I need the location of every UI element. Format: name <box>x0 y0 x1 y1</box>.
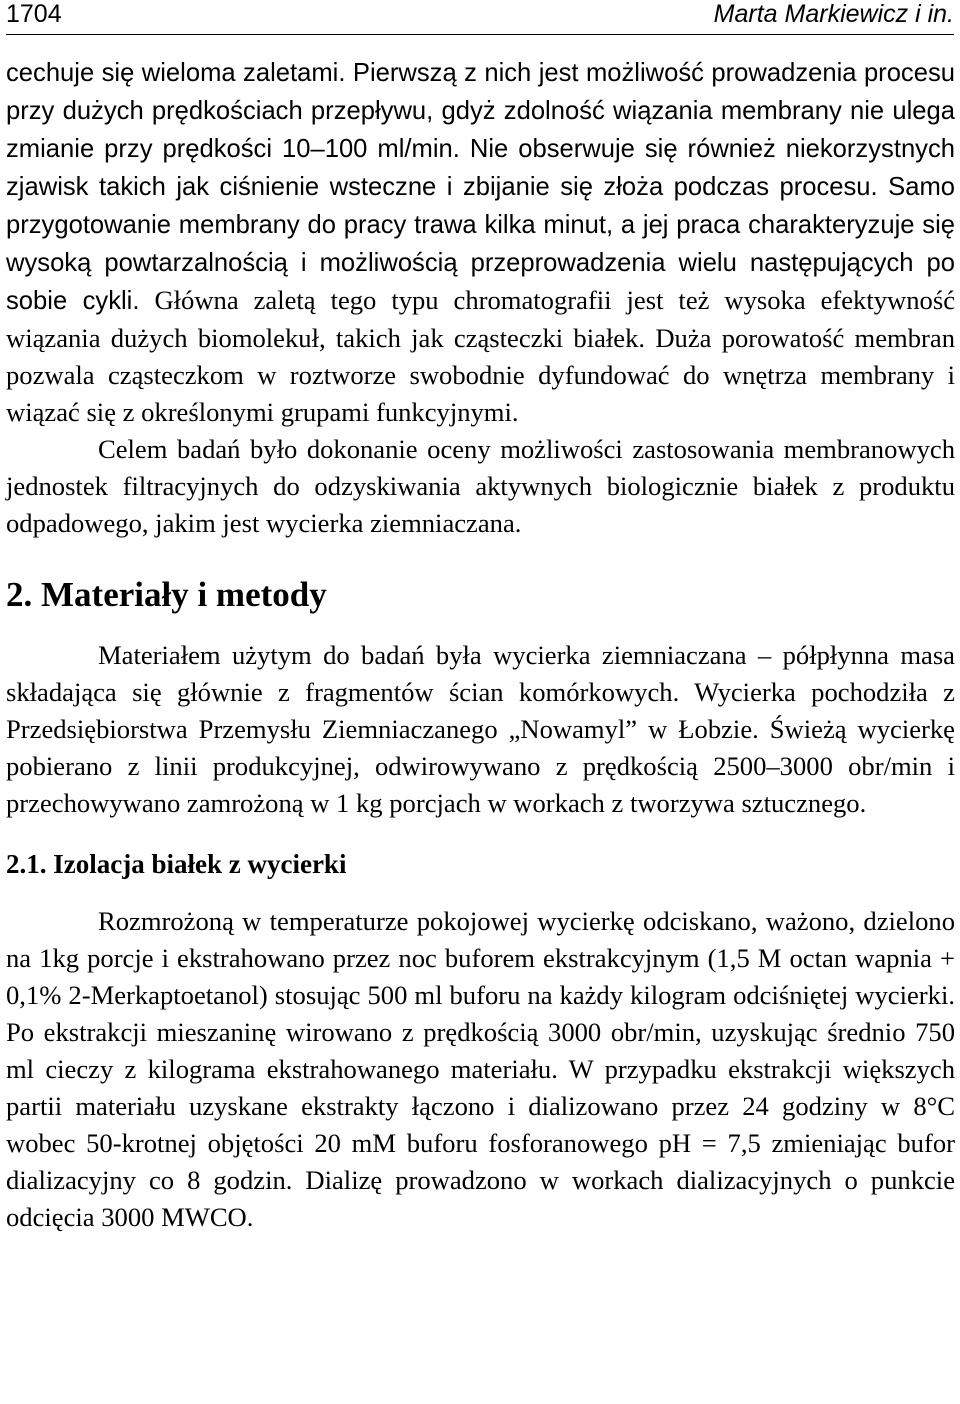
paragraph-membrane-advantages <box>6 54 955 431</box>
paragraph-research-aim: Celem badań było dokonanie oceny możliwości zastosowania membranowych jednostek filtracyjnych do odzyskiwania aktywnych biologicznie białek z produktu odpadowego, jakim jest wycierka ziemniaczana. <box>6 434 955 538</box>
subsection-heading-protein-isolation: 2.1. Izolacja białek z wycierki <box>6 849 347 879</box>
paragraph-protein-isolation: Rozmrożoną w temperaturze pokojowej wycierkę odciskano, ważono, dzielono na 1kg porcje i ekstrahowano przez noc buforem ekstrakcyjnym (1,5 M octan wapnia + 0,1% 2-Merkaptoetanol) stosując 500 ml buforu na każdy kilogram odciśniętej wycierki. Po ekstrakcji mieszaninę wirowano z prędkością 3000 obr/min, uzyskując średnio 750 ml cieczy z kilograma ekstrahowanego materiału. W przypadku ekstrakcji większych partii materiału uzyskane ekstrakty łączono i dializowano przez 24 godziny w 8°C wobec 50-krotnej objętości 20 mM buforu fosforanowego pH = 7,5 zmieniając bufor dializacyjny co 8 godzin. Dializę prowadzono w workach dializacyjnych o punkcie odcięcia 3000 MWCO. <box>6 906 955 1232</box>
section-heading-materials-methods: 2. Materiały i metody <box>6 575 327 614</box>
article-body <box>6 54 955 1236</box>
paragraph-materials: Materiałem użytym do badań była wycierka ziemniaczana – półpłynna masa składająca się głównie z fragmentów ścian komórkowych. Wycierka pochodziła z Przedsiębiorstwa Przemysłu Ziemniaczanego „Nowamyl” w Łobzie. Świeżą wycierkę pobierano z linii produkcyjnej, odwirowywano z prędkością 2500–3000 obr/min i przechowywano zamrożoną w 1 kg porcjach w workach z tworzywa sztucznego. <box>6 640 955 818</box>
paragraph-text-serif: Główna zaletą tego typu chromatografii jest też wysoka efektywność wiązania dużych biomolekuł, takich jak cząsteczki białek. Duża porowatość membran pozwala cząsteczkom w roztworze swobodnie dyfundować do wnętrza membrany i wiązać się z określonymi grupami funkcyjnymi. <box>6 285 955 427</box>
running-head-authors: Marta Markiewicz i in. <box>713 0 954 28</box>
paragraph-text-sans: cechuje się wieloma zaletami. Pierwszą z nich jest możliwość prowadzenia procesu przy dużych prędkościach przepływu, gdyż zdolność wiązania membrany nie ulega zmianie przy prędkości 10–100 ml/min. Nie obserwuje się również niekorzystnych zjawisk takich jak ciśnienie wsteczne i zbijanie się złoża podczas procesu. Samo przygotowanie membrany do pracy trawa kilka minut, a jej praca charakteryzuje się wysoką powtarzalnością i możliwością przeprowadzenia wielu następujących po sobie cykli. <box>6 59 955 315</box>
page-number: 1704 <box>6 0 62 28</box>
page-header <box>6 0 954 35</box>
